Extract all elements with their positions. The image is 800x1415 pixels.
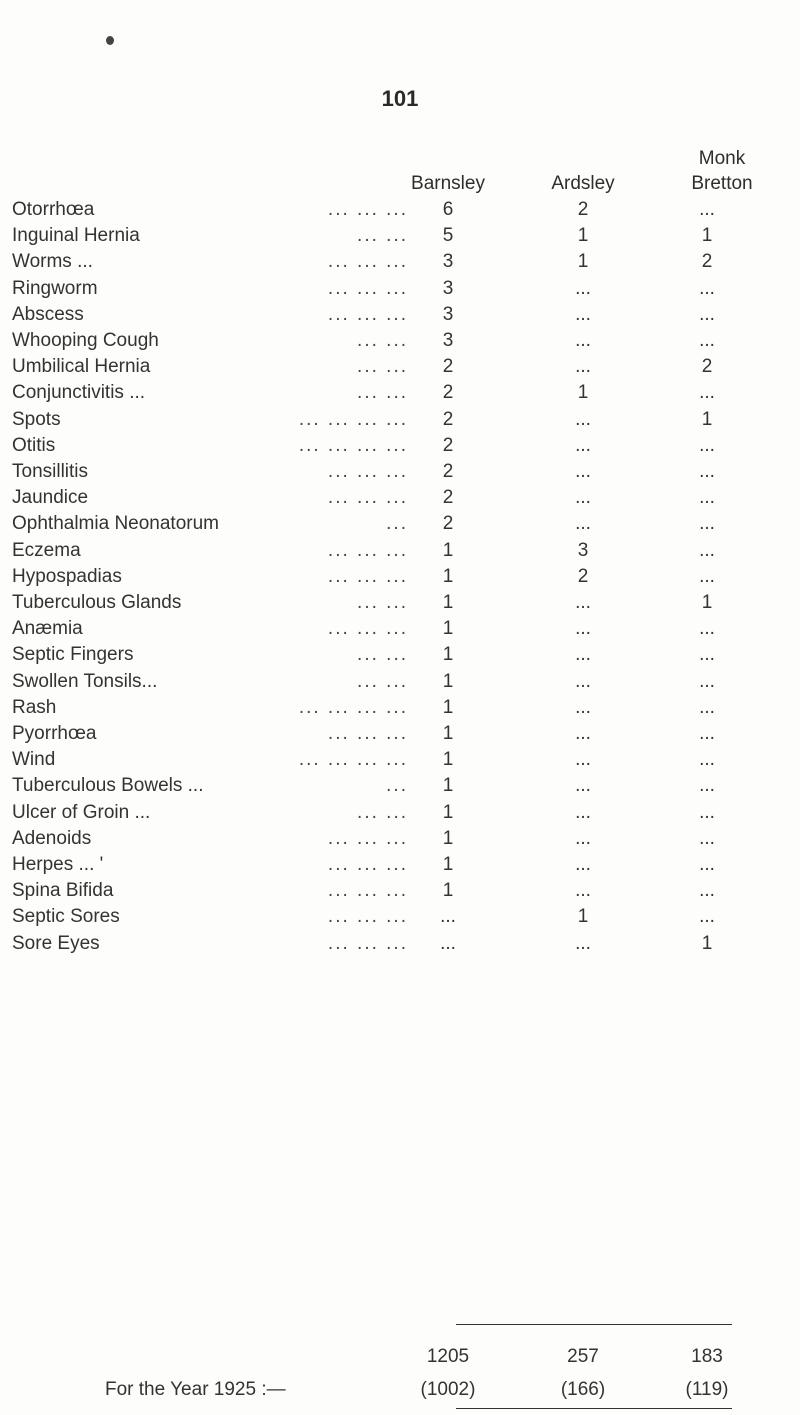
table-row [0, 800, 800, 826]
cell-monk-bretton: ... [699, 671, 715, 692]
cell-monk-bretton: ... [699, 487, 715, 508]
cell-barnsley: 1 [442, 644, 454, 665]
cell-barnsley: 5 [442, 225, 454, 246]
cell-ardsley: ... [575, 592, 591, 613]
column-header-monk-line2: Bretton [691, 173, 753, 194]
cell-monk-bretton: 2 [701, 356, 713, 377]
disease-label: Otitis [12, 435, 56, 456]
cell-ardsley: 1 [577, 382, 589, 403]
disease-label: Inguinal Hernia [12, 225, 140, 246]
cell-barnsley: 2 [442, 356, 454, 377]
disease-label: Spina Bifida [12, 880, 114, 901]
cell-ardsley: ... [575, 933, 591, 954]
cell-monk-bretton: ... [699, 802, 715, 823]
leader-dots: ... ... [357, 225, 408, 246]
total-monk-bretton: 183 [691, 1346, 723, 1367]
cell-barnsley: 1 [442, 566, 454, 587]
column-header-ardsley: Ardsley [551, 173, 615, 194]
table-row [0, 538, 800, 564]
cell-barnsley: 3 [442, 251, 454, 272]
cell-ardsley: ... [575, 278, 591, 299]
year-monk-bretton: (119) [685, 1379, 729, 1400]
table-row [0, 302, 800, 328]
cell-barnsley: 2 [442, 461, 454, 482]
ink-speck [106, 36, 114, 45]
disease-label: Pyorrhœa [12, 723, 97, 744]
table-row [0, 564, 800, 590]
disease-label: Tuberculous Glands [12, 592, 182, 613]
cell-monk-bretton: ... [699, 723, 715, 744]
cell-ardsley: ... [575, 618, 591, 639]
cell-barnsley: 2 [442, 435, 454, 456]
leader-dots: ... ... ... [327, 251, 408, 272]
cell-monk-bretton: ... [699, 697, 715, 718]
cell-ardsley: 1 [577, 251, 589, 272]
cell-barnsley: 1 [442, 540, 454, 561]
table-row [0, 878, 800, 904]
cell-ardsley: 2 [577, 199, 589, 220]
leader-dots: ... ... ... ... [298, 409, 408, 430]
leader-dots: ... ... [357, 382, 408, 403]
table-row [0, 354, 800, 380]
disease-label: Spots [12, 409, 61, 430]
disease-label: Abscess [12, 304, 84, 325]
cell-monk-bretton: ... [699, 854, 715, 875]
leader-dots: ... [386, 775, 408, 796]
leader-dots: ... ... ... [327, 854, 408, 875]
cell-monk-bretton: ... [699, 906, 715, 927]
cell-ardsley: ... [575, 828, 591, 849]
cell-barnsley: 3 [442, 330, 454, 351]
leader-dots: ... ... ... [327, 828, 408, 849]
cell-monk-bretton: ... [699, 775, 715, 796]
leader-dots: ... ... ... [327, 199, 408, 220]
leader-dots: ... ... ... [327, 540, 408, 561]
leader-dots: ... ... ... ... [298, 435, 408, 456]
disease-label: Jaundice [12, 487, 89, 508]
cell-monk-bretton: 1 [701, 225, 713, 246]
totals-top-rule [456, 1324, 732, 1325]
leader-dots: ... ... ... [327, 304, 408, 325]
leader-dots: ... ... [357, 330, 408, 351]
table-row [0, 852, 800, 878]
disease-label: Hypospadias [12, 566, 122, 587]
table-row [0, 695, 800, 721]
leader-dots: ... ... ... [327, 278, 408, 299]
table-row [0, 433, 800, 459]
cell-ardsley: ... [575, 487, 591, 508]
cell-barnsley: 1 [442, 592, 454, 613]
total-ardsley: 257 [567, 1346, 599, 1367]
disease-label: Rash [12, 697, 57, 718]
total-barnsley: 1205 [426, 1346, 470, 1367]
cell-barnsley: 1 [442, 854, 454, 875]
cell-ardsley: 3 [577, 540, 589, 561]
cell-barnsley: 1 [442, 723, 454, 744]
cell-barnsley: 2 [442, 382, 454, 403]
year-barnsley: (1002) [420, 1379, 476, 1400]
disease-label: Swollen Tonsils... [12, 671, 158, 692]
leader-dots: ... ... [357, 671, 408, 692]
cell-monk-bretton: ... [699, 880, 715, 901]
leader-dots: ... ... ... [327, 566, 408, 587]
cell-monk-bretton: ... [699, 540, 715, 561]
cell-barnsley: ... [440, 906, 456, 927]
cell-ardsley: ... [575, 409, 591, 430]
cell-barnsley: 1 [442, 802, 454, 823]
cell-monk-bretton: ... [699, 749, 715, 770]
disease-label: Conjunctivitis ... [12, 382, 146, 403]
cell-ardsley: 1 [577, 225, 589, 246]
cell-monk-bretton: 2 [701, 251, 713, 272]
cell-barnsley: 1 [442, 880, 454, 901]
disease-label: Ophthalmia Neonatorum [12, 513, 219, 534]
disease-label: Tuberculous Bowels ... [12, 775, 204, 796]
cell-barnsley: 1 [442, 828, 454, 849]
table-row [0, 328, 800, 354]
year-ardsley: (166) [560, 1379, 606, 1400]
cell-monk-bretton: ... [699, 513, 715, 534]
cell-ardsley: ... [575, 513, 591, 534]
cell-ardsley: ... [575, 854, 591, 875]
disease-label: Ringworm [12, 278, 98, 299]
table-row [0, 904, 800, 930]
table-row [0, 616, 800, 642]
disease-label: Eczema [12, 540, 81, 561]
cell-ardsley: ... [575, 880, 591, 901]
disease-label: Sore Eyes [12, 933, 100, 954]
leader-dots: ... [386, 513, 408, 534]
cell-monk-bretton: ... [699, 304, 715, 325]
disease-label: Worms ... [12, 251, 93, 272]
table-row [0, 669, 800, 695]
table-row [0, 197, 800, 223]
table-row [0, 642, 800, 668]
disease-label: Septic Fingers [12, 644, 134, 665]
leader-dots: ... ... ... [327, 933, 408, 954]
table-row [0, 485, 800, 511]
disease-label: Herpes ... ' [12, 854, 104, 875]
cell-ardsley: ... [575, 330, 591, 351]
disease-label: Septic Sores [12, 906, 120, 927]
cell-ardsley: 1 [577, 906, 589, 927]
cell-barnsley: 1 [442, 697, 454, 718]
cell-ardsley: ... [575, 356, 591, 377]
disease-label: Anæmia [12, 618, 83, 639]
cell-barnsley: 2 [442, 487, 454, 508]
table-row [0, 459, 800, 485]
cell-ardsley: ... [575, 435, 591, 456]
table-row [0, 223, 800, 249]
cell-monk-bretton: ... [699, 618, 715, 639]
leader-dots: ... ... ... [327, 461, 408, 482]
disease-label: Whooping Cough [12, 330, 159, 351]
leader-dots: ... ... ... [327, 487, 408, 508]
bottom-rule [456, 1408, 732, 1409]
cell-ardsley: 2 [577, 566, 589, 587]
disease-label: Tonsillitis [12, 461, 89, 482]
disease-label: Umbilical Hernia [12, 356, 151, 377]
leader-dots: ... ... ... ... [298, 697, 408, 718]
table-row [0, 721, 800, 747]
cell-ardsley: ... [575, 723, 591, 744]
cell-barnsley: ... [440, 933, 456, 954]
cell-ardsley: ... [575, 671, 591, 692]
table-row [0, 276, 800, 302]
disease-label: Ulcer of Groin ... [12, 802, 151, 823]
cell-barnsley: 1 [442, 775, 454, 796]
leader-dots: ... ... ... [327, 618, 408, 639]
table-row [0, 249, 800, 275]
cell-barnsley: 1 [442, 671, 454, 692]
cell-ardsley: ... [575, 461, 591, 482]
cell-monk-bretton: ... [699, 382, 715, 403]
cell-barnsley: 3 [442, 278, 454, 299]
table-row [0, 747, 800, 773]
table-row [0, 931, 800, 957]
disease-label: Adenoids [12, 828, 92, 849]
table-row [0, 380, 800, 406]
cell-monk-bretton: ... [699, 566, 715, 587]
cell-ardsley: ... [575, 775, 591, 796]
disease-label: Wind [12, 749, 56, 770]
leader-dots: ... ... [357, 356, 408, 377]
cell-monk-bretton: ... [699, 644, 715, 665]
column-header-monk-line1: Monk [698, 148, 746, 169]
cell-monk-bretton: 1 [701, 409, 713, 430]
leader-dots: ... ... [357, 802, 408, 823]
cell-barnsley: 2 [442, 409, 454, 430]
cell-barnsley: 3 [442, 304, 454, 325]
cell-ardsley: ... [575, 644, 591, 665]
cell-monk-bretton: ... [699, 330, 715, 351]
leader-dots: ... ... ... [327, 880, 408, 901]
cell-monk-bretton: 1 [701, 933, 713, 954]
table-row [0, 773, 800, 799]
cell-monk-bretton: 1 [701, 592, 713, 613]
leader-dots: ... ... [357, 592, 408, 613]
table-row [0, 511, 800, 537]
leader-dots: ... ... [357, 644, 408, 665]
table-row [0, 826, 800, 852]
cell-monk-bretton: ... [699, 828, 715, 849]
leader-dots: ... ... ... [327, 723, 408, 744]
column-header-barnsley: Barnsley [411, 173, 485, 194]
table-row [0, 407, 800, 433]
cell-ardsley: ... [575, 802, 591, 823]
cell-barnsley: 1 [442, 749, 454, 770]
cell-ardsley: ... [575, 697, 591, 718]
cell-monk-bretton: ... [699, 278, 715, 299]
cell-barnsley: 2 [442, 513, 454, 534]
cell-monk-bretton: ... [699, 199, 715, 220]
cell-monk-bretton: ... [699, 435, 715, 456]
leader-dots: ... ... ... ... [298, 749, 408, 770]
cell-barnsley: 6 [442, 199, 454, 220]
cell-ardsley: ... [575, 304, 591, 325]
cell-monk-bretton: ... [699, 461, 715, 482]
cell-ardsley: ... [575, 749, 591, 770]
leader-dots: ... ... ... [327, 906, 408, 927]
disease-label: Otorrhœa [12, 199, 95, 220]
table-row [0, 590, 800, 616]
year-label: For the Year 1925 :— [105, 1379, 286, 1400]
page-number: 101 [381, 86, 419, 111]
cell-barnsley: 1 [442, 618, 454, 639]
